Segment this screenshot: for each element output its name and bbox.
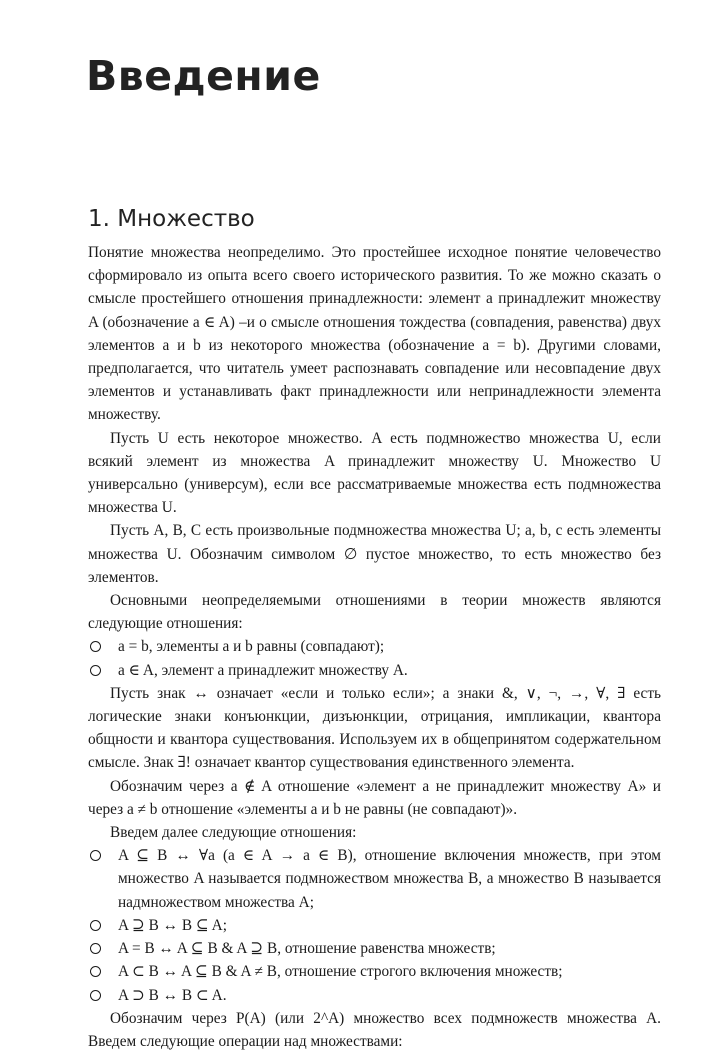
list-item: a = b, элементы a и b равны (совпадают); <box>88 635 661 658</box>
paragraph-7: Введем далее следующие отношения: <box>110 824 357 842</box>
circle-bullet-icon <box>90 665 101 676</box>
circle-bullet-icon <box>90 920 101 931</box>
list-item: A ⊆ B ↔ ∀a (a ∈ A → a ∈ B), отношение включения множеств, при этом множество A называется подмножеством множества B, а множество B называется надмножеством множества A; <box>88 844 661 914</box>
paragraph-3: Пусть A, B, C есть произвольные подмножества множества U; a, b, c есть элементы множества U. Обозначим символом ∅ пустое множество, то есть множество без элементов. <box>88 522 661 586</box>
circle-bullet-icon <box>90 641 101 652</box>
section-body <box>88 241 661 1053</box>
basic-relations-list <box>88 635 661 681</box>
chapter-title: Введение <box>86 52 321 100</box>
circle-bullet-icon <box>90 990 101 1001</box>
circle-bullet-icon <box>90 943 101 954</box>
paragraph-4: Основными неопределяемыми отношениями в теории множеств являются следующие отношения: <box>88 592 661 633</box>
set-relations-list <box>88 844 661 1006</box>
list-item: A ⊃ B ↔ B ⊂ A. <box>88 984 661 1007</box>
paragraph-2: Пусть U есть некоторое множество. A есть подмножество множества U, если всякий элемент из множества A принадлежит множеству U. Множество U универсально (универсум), если все рассматриваемые множества есть подмножества множества U. <box>88 429 661 517</box>
list-item: A ⊂ B ↔ A ⊆ B & A ≠ B, отношение строгого включения множеств; <box>88 960 661 983</box>
paragraph-8: Обозначим через P(A) (или 2^A) множество всех подмножеств множества A. Введем следующие операции над множествами: <box>88 1009 661 1050</box>
section-title: 1. Множество <box>88 206 255 232</box>
list-item: A = B ↔ A ⊆ B & A ⊇ B, отношение равенства множеств; <box>88 937 661 960</box>
list-item: A ⊇ B ↔ B ⊆ A; <box>88 914 661 937</box>
circle-bullet-icon <box>90 850 101 861</box>
paragraph-1: Понятие множества неопределимо. Это простейшее исходное понятие человечество сформировало из опыта всего своего исторического развития. То же можно сказать о смысле простейшего отношения принадлежности: элемент a принадлежит множеству A (обозначение a ∈ A) –и о смысле отношения тождества (совпадения, равенства) двух элементов a и b из некоторого множества (обозначение a = b). Другими словами, предполагается, что читатель умеет распознавать совпадение или несовпадение двух элементов и устанавливать факт принадлежности или непринадлежности элемента множеству. <box>88 244 661 424</box>
paragraph-5: Пусть знак ↔ означает «если и только если»; а знаки &, ∨, ¬, →, ∀, ∃ есть логические знаки конъюнкции, дизъюнкции, отрицания, импликации, квантора общности и квантора существования. Используем их в общепринятом содержательном смысле. Знак ∃! означает квантор существования единственного элемента. <box>88 684 661 772</box>
list-item: a ∈ A, элемент a принадлежит множеству A. <box>88 659 661 682</box>
paragraph-6: Обозначим через a ∉ A отношение «элемент a не принадлежит множеству A» и через a ≠ b отношение «элементы a и b не равны (не совпадают)». <box>88 777 661 818</box>
circle-bullet-icon <box>90 966 101 977</box>
